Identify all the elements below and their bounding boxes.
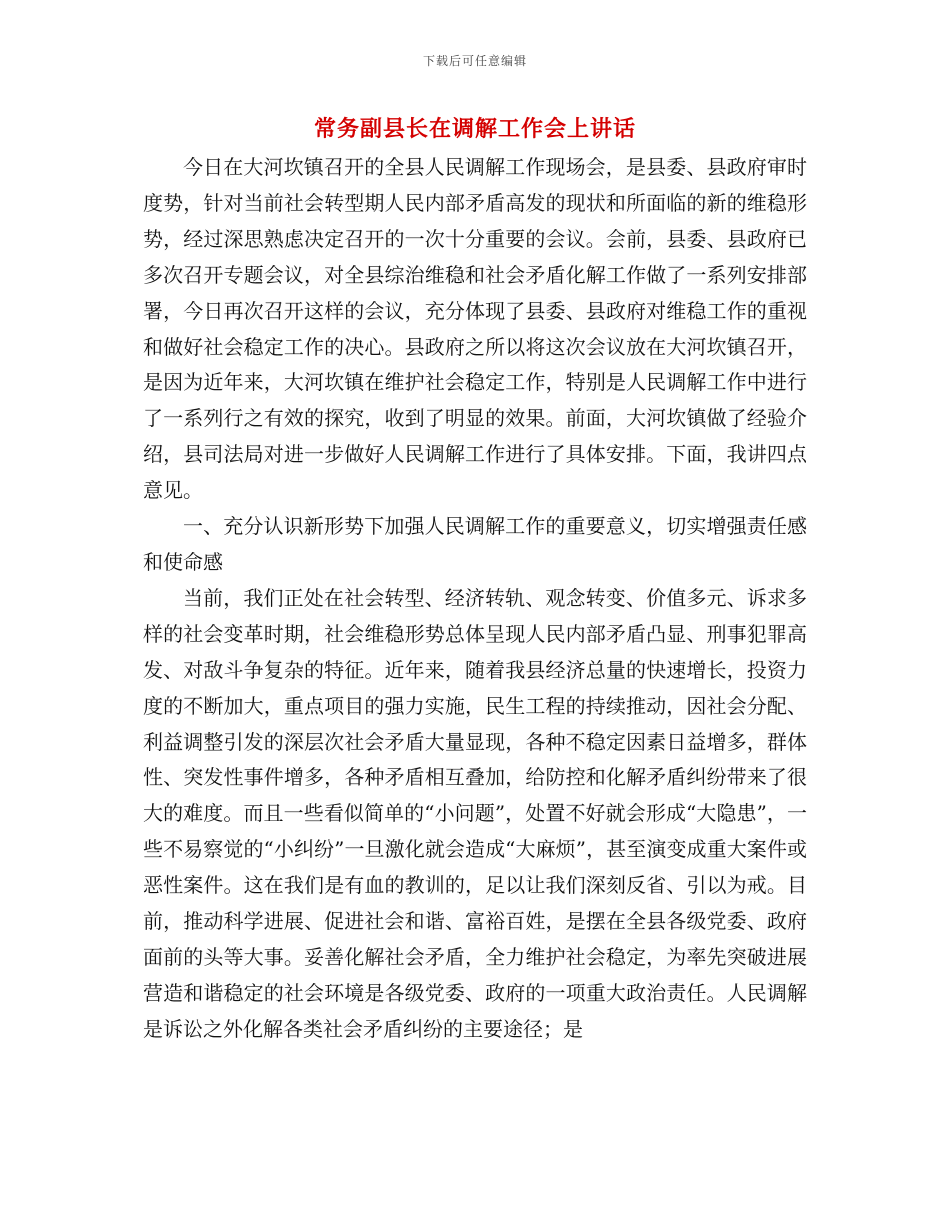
body-paragraph-section-1: 当前，我们正处在社会转型、经济转轨、观念转变、价值多元、诉求多样的社会变革时期，社会维稳形势总体呈现人民内部矛盾凸显、刑事犯罪高发、对敌斗争复杂的特征。近年来，随着我县经济总量的快速增长，投资力度的不断加大，重点项目的强力实施，民生工程的持续推动，因社会分配、利益调整引发的深层次社会矛盾大量显现，各种不稳定因素日益增多，群体性、突发性事件增多，各种矛盾相互叠加，给防控和化解矛盾纠纷带来了很大的难度。而且一些看似简单的“小问题”，处置不好就会形成“大隐患”，一些不易察觉的“小纠纷”一旦激化就会造成“大麻烦”，甚至演变成重大案件或恶性案件。这在我们是有血的教训的，足以让我们深刻反省、引以为戒。目前，推动科学进展、促进社会和谐、富裕百姓，是摆在全县各级党委、政府面前的头等大事。妥善化解社会矛盾，全力维护社会稳定，为率先突破进展营造和谐稳定的社会环境是各级党委、政府的一项重大政治责任。人民调解是诉讼之外化解各类社会矛盾纠纷的主要途径；是	[143, 585, 807, 1041]
header-note: 下载后可任意编辑	[422, 54, 527, 68]
document-title: 常务副县长在调解工作会上讲话	[313, 116, 636, 142]
section-heading-1: 一、充分认识新形势下加强人民调解工作的重要意义，切实增强责任感和使命感	[143, 514, 807, 574]
body-paragraph-intro: 今日在大河坎镇召开的全县人民调解工作现场会，是县委、县政府审时度势，针对当前社会转型期人民内部矛盾高发的现状和所面临的新的维稳形势，经过深思熟虑决定召开的一次十分重要的会议。会前，县委、县政府已多次召开专题会议，对全县综治维稳和社会矛盾化解工作做了一系列安排部署，今日再次召开这样的会议，充分体现了县委、县政府对维稳工作的重视和做好社会稳定工作的决心。县政府之所以将这次会议放在大河坎镇召开，是因为近年来，大河坎镇在维护社会稳定工作，特别是人民调解工作中进行了一系列行之有效的探究，收到了明显的效果。前面，大河坎镇做了经验介绍，县司法局对进一步做好人民调解工作进行了具体安排。下面，我讲四点意见。	[143, 155, 807, 503]
document-body	[143, 150, 807, 1048]
